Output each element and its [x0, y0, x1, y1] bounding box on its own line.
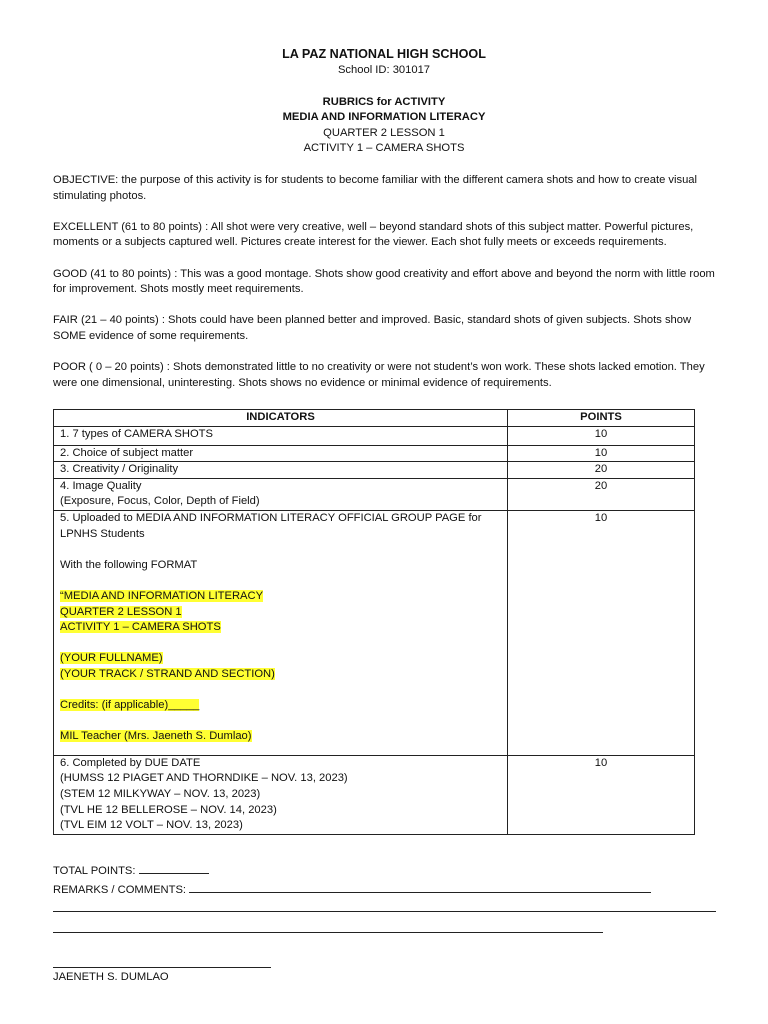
title-block	[0, 95, 768, 157]
indicator-line: (STEM 12 MILKYWAY – NOV. 13, 2023)	[60, 788, 261, 801]
highlight-block	[60, 698, 501, 714]
points-cell: 10	[508, 510, 695, 755]
spacer	[60, 636, 501, 652]
highlight-line: QUARTER 2 LESSON 1	[60, 605, 182, 618]
spacer	[60, 745, 501, 755]
signature-line	[53, 957, 271, 968]
poor-paragraph: POOR ( 0 – 20 points) : Shots demonstrated little to no creativity or were not student’s won work. These shots lacked emotion. They were one dimensional, uninteresting. Shots shows no evidence or minimal evidence of requirements.	[53, 361, 705, 389]
highlight-block	[60, 589, 501, 636]
table-row	[54, 462, 695, 479]
indicators-header: INDICATORS	[54, 410, 508, 427]
table-row	[54, 426, 695, 445]
highlight-block	[60, 729, 501, 745]
points-cell: 20	[508, 478, 695, 510]
excellent-paragraph: EXCELLENT (61 to 80 points) : All shot were very creative, well – beyond standard shots of this subject matter. Powerful pictures, moments or a subjects captured well. Pictures create interest for the viewer. Each shot fully meets or exceeds requirements.	[53, 220, 694, 249]
indicator-line: 6. Completed by DUE DATE	[60, 756, 201, 769]
activity-title: ACTIVITY 1 – CAMERA SHOTS	[303, 142, 465, 155]
spacer	[60, 573, 501, 589]
document-header	[0, 46, 768, 157]
total-points-blank	[139, 861, 209, 874]
remarks-blank	[189, 880, 651, 893]
good-paragraph: GOOD (41 to 80 points) : This was a good montage. Shots show good creativity and effort above and beyond the norm with little room for improvement. Shots mostly meet requirements.	[53, 267, 715, 296]
rubric-descriptions	[53, 173, 718, 407]
highlight-line: MIL Teacher (Mrs. Jaeneth S. Dumlao)	[60, 730, 252, 743]
spacer	[60, 714, 501, 730]
highlight-line: ACTIVITY 1 – CAMERA SHOTS	[60, 621, 221, 634]
remarks-line	[53, 880, 718, 899]
indicator-line: 4. Image Quality	[60, 479, 142, 492]
indicator-cell: 3. Creativity / Originality	[54, 462, 508, 479]
highlight-line: Credits: (if applicable)_____	[60, 699, 200, 712]
points-header: POINTS	[508, 410, 695, 427]
indicator-cell	[54, 478, 508, 510]
spacer	[60, 683, 501, 699]
table-row	[54, 755, 695, 834]
points-cell: 10	[508, 426, 695, 445]
total-points-line	[53, 861, 718, 880]
total-points-label: TOTAL POINTS:	[53, 865, 136, 877]
table-header-row	[54, 410, 695, 427]
objective-paragraph: OBJECTIVE: the purpose of this activity is for students to become familiar with the different camera shots and how to create visual stimulating photos.	[53, 174, 697, 202]
indicator-line: (TVL HE 12 BELLEROSE – NOV. 14, 2023)	[60, 803, 277, 816]
highlight-block	[60, 651, 501, 682]
format-line: With the following FORMAT	[60, 558, 198, 571]
school-id: School ID: 301017	[337, 64, 431, 76]
evaluation-footer	[53, 861, 718, 938]
indicator-cell: 1. 7 types of CAMERA SHOTS	[54, 426, 508, 445]
table-row	[54, 478, 695, 510]
remarks-blank	[53, 918, 603, 933]
school-name: LA PAZ NATIONAL HIGH SCHOOL	[282, 47, 486, 61]
subject-title: MEDIA AND INFORMATION LITERACY	[282, 111, 486, 124]
points-cell: 20	[508, 462, 695, 479]
points-cell: 10	[508, 445, 695, 462]
indicator-cell	[54, 755, 508, 834]
indicator-line: (TVL EIM 12 VOLT – NOV. 13, 2023)	[60, 819, 243, 832]
indicator-line: (HUMSS 12 PIAGET AND THORNDIKE – NOV. 13, 2023)	[60, 772, 348, 785]
indicator-line: LPNHS Students	[60, 527, 145, 540]
table-row	[54, 510, 695, 755]
remarks-blank	[53, 898, 716, 912]
signature-block	[53, 957, 271, 986]
remarks-label: REMARKS / COMMENTS:	[53, 883, 187, 896]
spacer	[60, 542, 501, 558]
highlight-line: (YOUR TRACK / STRAND AND SECTION)	[60, 667, 275, 680]
fair-paragraph: FAIR (21 – 40 points) : Shots could have been planned better and improved. Basic, standard shots of given subjects. Shots show SOME evidence of some requirements.	[53, 314, 692, 342]
points-cell: 10	[508, 755, 695, 834]
table-row	[54, 445, 695, 462]
highlight-line: “MEDIA AND INFORMATION LITERACY	[60, 589, 264, 602]
rubric-table	[53, 409, 695, 835]
rubrics-title: RUBRICS for ACTIVITY	[322, 95, 446, 108]
indicator-cell: 2. Choice of subject matter	[54, 445, 508, 462]
quarter-lesson: QUARTER 2 LESSON 1	[323, 126, 445, 139]
indicator-cell	[54, 510, 508, 755]
signatory-name: JAENETH S. DUMLAO	[53, 971, 169, 983]
indicator-line: (Exposure, Focus, Color, Depth of Field)	[60, 495, 260, 508]
highlight-line: (YOUR FULLNAME)	[60, 652, 163, 665]
indicator-line: 5. Uploaded to MEDIA AND INFORMATION LITERACY OFFICIAL GROUP PAGE for	[60, 511, 482, 524]
